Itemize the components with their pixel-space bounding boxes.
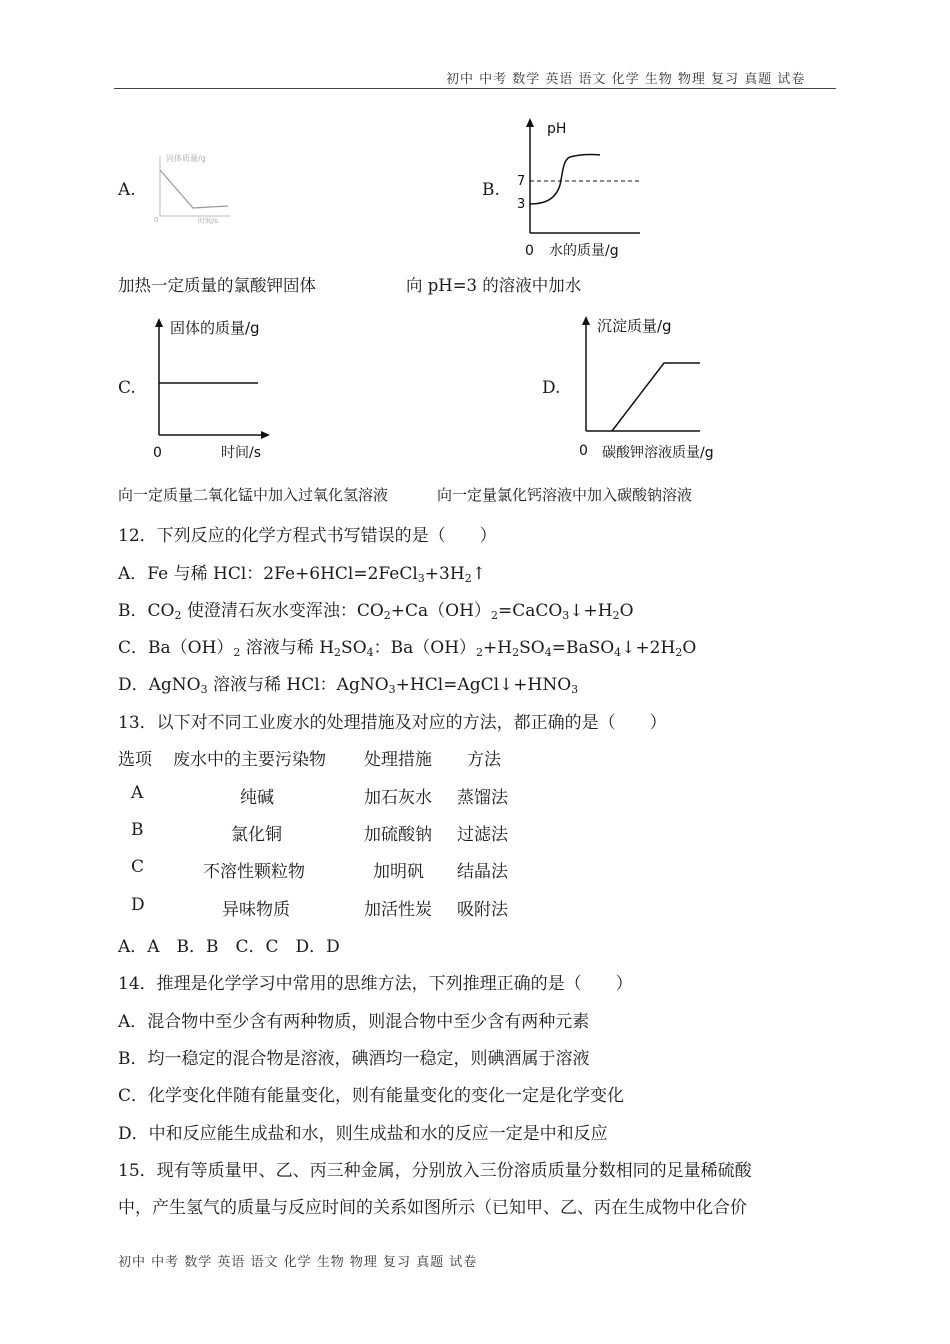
q13-header-pollutant: 废水中的主要污染物 [173,750,326,770]
q13-row-b-pollutant: 氯化铜 [231,825,282,845]
graph-b-xlabel: 水的质量/g [549,243,619,259]
graph-d-ylabel: 沉淀质量/g [597,317,672,335]
q15-line-1: 15．现有等质量甲、乙、丙三种金属，分别放入三份溶质质量分数相同的足量稀硫酸 [118,1161,752,1181]
q13-row-d-option: D [131,895,145,915]
graph-c-x-arrow [261,431,270,439]
caption-a: 加热一定质量的氯酸钾固体 [118,276,316,295]
q13-row-a-option: A [131,783,144,803]
q13-row-b-measure: 加硫酸钠 [364,825,432,845]
q13-row-a-pollutant: 纯碱 [240,788,274,808]
caption-c: 向一定质量二氧化锰中加入过氧化氢溶液 [118,486,389,504]
graph-b-curve [530,155,600,205]
graph-d-y-arrow [582,316,590,325]
q12-option-c: C．$Ba(OH)_2$ 溶液与稀 $H_2SO_4$：$Ba(OH)_2+H_2SO_4=BaSO_4↓+2H_2O$ [118,638,697,659]
q13-row-c-method: 结晶法 [457,862,508,882]
q13-row-d-measure: 加活性炭 [364,900,432,920]
graph-a-curve [160,170,228,208]
q12-option-b: B．$CO_2$ 使澄清石灰水变浑浊：$CO_2+Ca(OH)_2=CaCO_3↓+H_2O$ [118,601,634,622]
q13-header-option: 选项 [118,750,152,770]
q13-header-method: 方法 [467,750,501,770]
graph-a-ylabel: 固体质量/g [166,154,206,163]
option-c-letter: C. [118,378,136,398]
graph-d [572,311,737,466]
q13-row-a-method: 蒸馏法 [457,788,508,808]
q12-option-a: A．Fe 与稀 HCl：$2Fe+6HCl=2FeCl_3+3H_2↑$ [118,564,486,585]
q14-stem: 14．推理是化学学习中常用的思维方法，下列推理正确的是（ ） [118,974,633,994]
q15-line-2: 中，产生氢气的质量与反应时间的关系如图所示（已知甲、乙、丙在生成物中化合价 [118,1198,747,1218]
caption-d: 向一定量氯化钙溶液中加入碳酸钠溶液 [437,486,693,504]
q12-option-d: D．AgNO$_3$ 溶液与稀 HCl：$AgNO_3+HCl=AgCl↓+HNO_3$ [118,675,579,696]
q13-header-measure: 处理措施 [364,750,432,770]
header-rule [114,88,836,89]
q14-option-b: B．均一稳定的混合物是溶液，碘酒均一稳定，则碘酒属于溶液 [118,1049,590,1069]
q13-row-d-pollutant: 异味物质 [222,900,290,920]
graph-b-tick-3: 3 [517,197,526,212]
q12-stem: 12．下列反应的化学方程式书写错误的是（ ） [118,526,497,546]
graph-d-curve [612,363,700,431]
graph-b-y-arrow [526,118,534,127]
graph-a [148,148,238,224]
q13-options: A．A B．B C．C D．D [118,937,340,957]
graph-b-tick-7: 7 [517,174,526,189]
option-b-letter: B. [482,180,500,200]
graph-c-ylabel: 固体的质量/g [170,319,260,337]
graph-c-xlabel: 时间/s [221,445,262,461]
q13-row-b-option: B [131,820,144,840]
option-a-letter: A. [118,180,136,200]
graph-c-y-arrow [155,318,163,327]
q13-row-a-measure: 加石灰水 [364,788,432,808]
q13-row-c-measure: 加明矾 [373,862,424,882]
q13-row-b-method: 过滤法 [457,825,508,845]
q14-option-c: C．化学变化伴随有能量变化，则有能量变化的变化一定是化学变化 [118,1086,625,1106]
graph-b-origin: 0 [525,243,534,259]
page-footer: 初中 中考 数学 英语 语文 化学 生物 物理 复习 真题 试卷 [118,1255,478,1270]
q13-row-c-pollutant: 不溶性颗粒物 [203,862,305,882]
graph-b [505,115,650,265]
caption-b: 向 pH=3 的溶液中加水 [406,276,582,295]
graph-b-ylabel: pH [547,121,567,137]
graph-d-origin: 0 [579,443,588,459]
page-header: 初中 中考 数学 英语 语文 化学 生物 物理 复习 真题 试卷 [446,72,806,87]
graph-c [145,313,285,463]
q14-option-a: A．混合物中至少含有两种物质，则混合物中至少含有两种元素 [118,1012,590,1032]
q13-stem: 13．以下对不同工业废水的处理措施及对应的方法，都正确的是（ ） [118,713,667,733]
graph-c-origin: 0 [153,445,162,461]
graph-a-origin: 0 [154,216,159,224]
graph-a-xlabel: 时间/s [198,217,219,224]
option-d-letter: D. [542,378,561,398]
graph-d-xlabel: 碳酸钾溶液质量/g [602,445,714,461]
q13-row-c-option: C [131,857,145,877]
q14-option-d: D．中和反应能生成盐和水，则生成盐和水的反应一定是中和反应 [118,1124,608,1144]
q13-row-d-method: 吸附法 [457,900,508,920]
